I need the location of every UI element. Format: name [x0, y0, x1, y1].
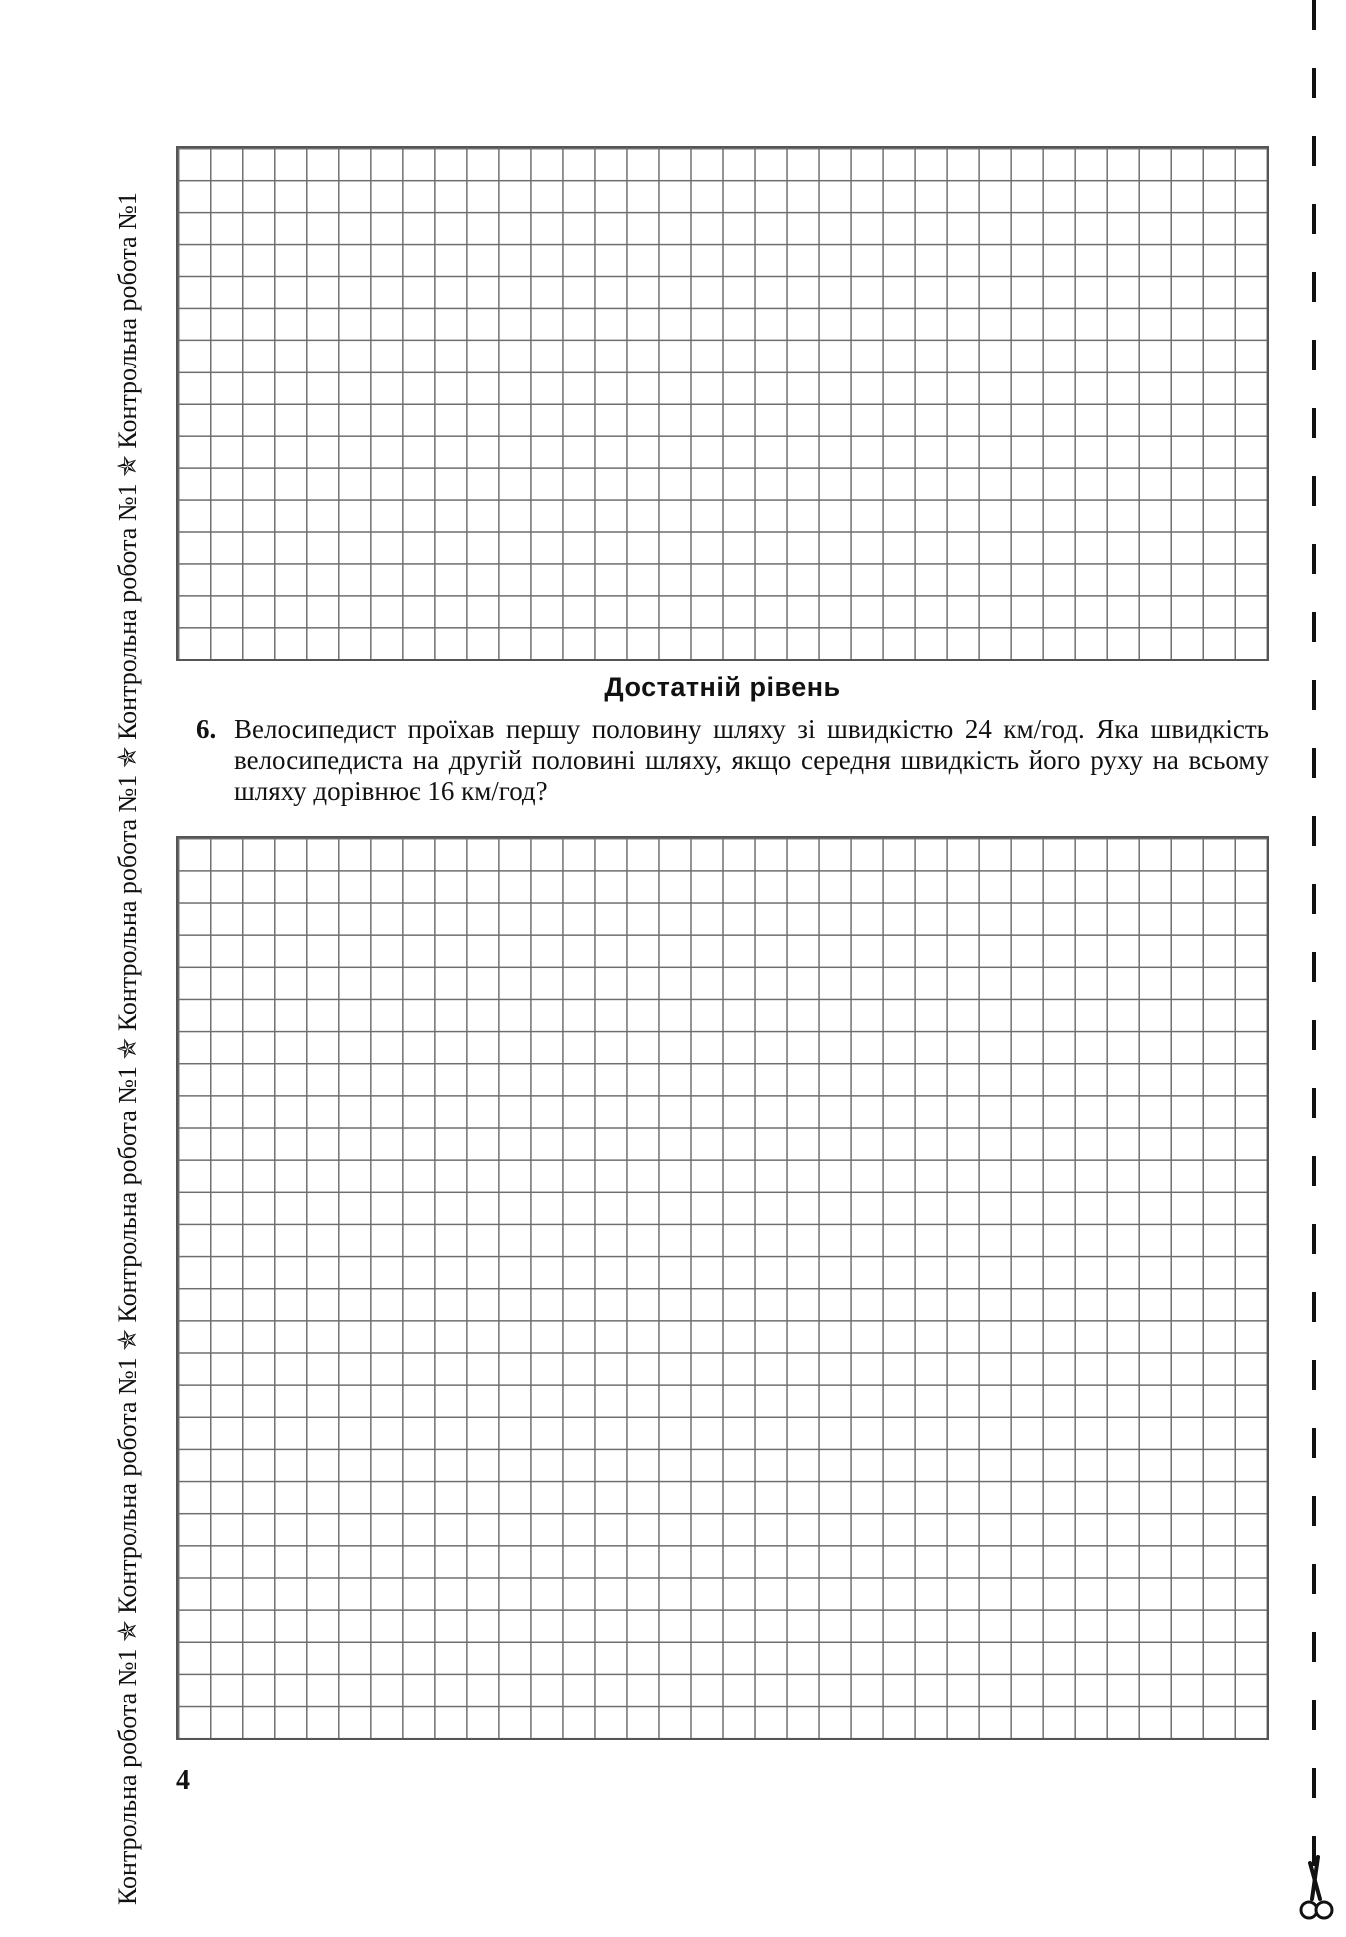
task-6: [196, 714, 1269, 807]
answer-grid-bottom[interactable]: [176, 836, 1269, 1740]
answer-grid-top[interactable]: [176, 146, 1269, 661]
side-running-header: [0, 0, 150, 1937]
task-number: 6.: [196, 714, 217, 744]
scissors-icon: [1296, 1855, 1336, 1927]
dashed-cut-line-icon: [1310, 0, 1318, 1880]
task-text: Велосипедист проїхав першу половину шляху зі швидкістю 24 км/год. Яка швидкість велосипедиста на другій половині шляху, якщо середня швидкість його руху на всьому шляху дорівнює 16 км/год?: [234, 714, 1269, 806]
page-number: 4: [176, 1765, 190, 1796]
section-heading: Достатній рівень: [604, 672, 841, 702]
running-header-text: Контрольна робота №1 ✯ Контрольна робота №1 ✯ Контрольна робота №1 ✯ Контрольна робота №1 ✯ Контрольна робота №1 ✯ Контрольна робота №1: [113, 192, 142, 1905]
